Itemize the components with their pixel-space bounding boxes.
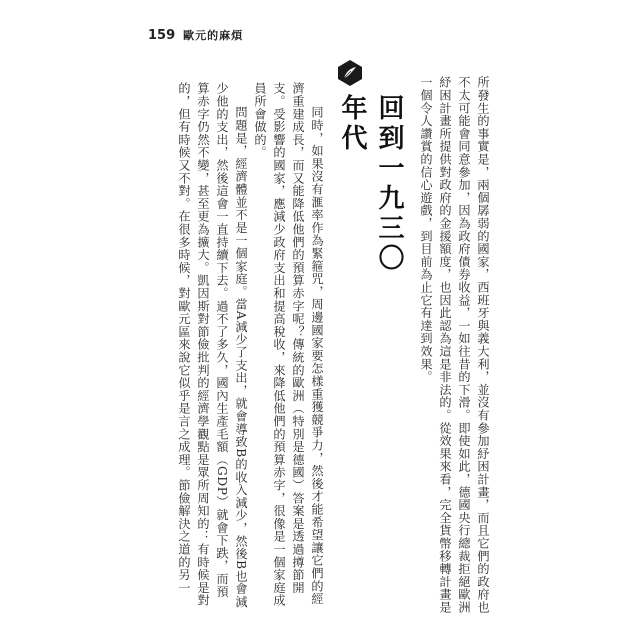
section-heading: 回到一九三〇年代 — [337, 94, 404, 274]
running-title: 歐元的麻煩 — [183, 29, 244, 42]
paragraph-3: 問題是，經濟體並不是一個家庭。當A減少了支出，就會導致B的收入減少，然後B也會減少他的支出，然後這會一直持續下去。過不了多久，國內生產毛額（GDP）就會下跌，而預算赤字仍然不變，甚至更為擴大。凱因斯對節儉批判的經濟學觀點是眾所周知的：有時候是對的，但有時候又不對。在很多時候，對歐元區來說它似乎是言之成理。節儉解決之道的另一 — [177, 82, 248, 609]
paragraph-2: 同時，如果沒有滙率作為緊箍咒，周邊國家要怎樣重獲競爭力，然後才能希望讓它們的經濟重建成長，而又能降低他們的預算赤字呢？傳統的歐洲（特別是德國）答案是透過撙節開支。受影響的國家，應減少政府支出和提高稅收，來降低他們的預算赤字，很像是一個家庭成員所會做的。 — [253, 82, 324, 607]
page-number: 159 — [148, 28, 176, 43]
page-header — [148, 27, 243, 43]
body-text-left — [146, 82, 326, 610]
paragraph-1: 所發生的事實是，兩個孱弱的國家，西班牙與義大利，並沒有參加紓困計畫，而且它們的政府也不太可能會同意參加，因為政府債券收益，一如往昔的下滑。即使如此，德國央行總裁拒絕歐洲紓困計畫所提供對政府的金援額度，也因此認為這是非法的。從效果來看，完全貨幣移轉計畫是一個令人讚賞的信心遊戲，到目前為止它有達到效果。 — [419, 76, 490, 614]
feather-pen-icon — [335, 58, 365, 88]
section-heading-block — [332, 48, 404, 298]
